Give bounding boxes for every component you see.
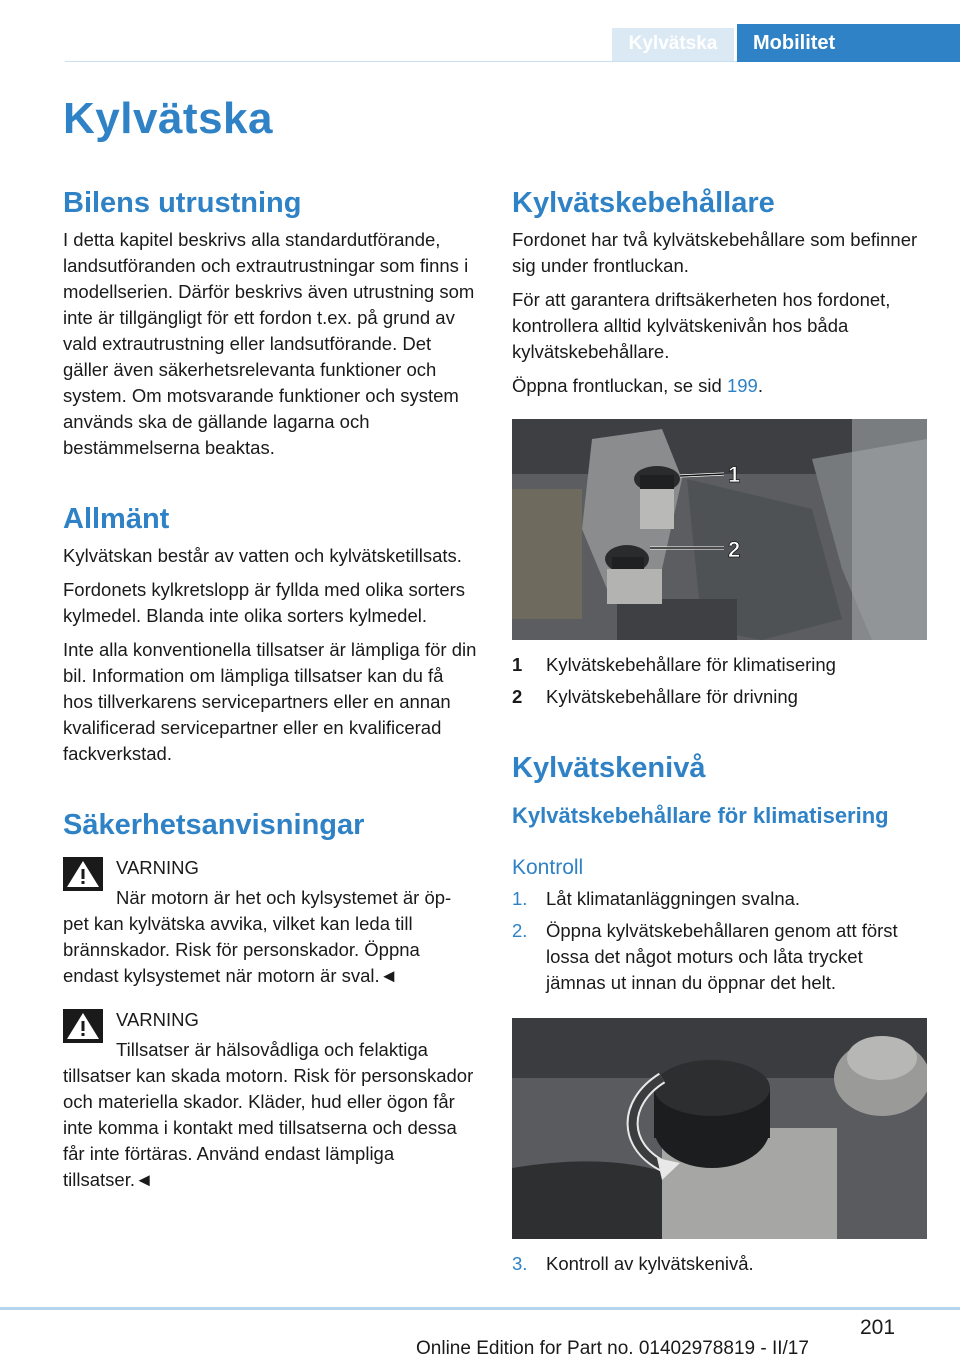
step-item (512, 918, 927, 996)
step-number: 1. (512, 888, 528, 909)
footer-rule (0, 1307, 960, 1310)
warning-label: VARNING (116, 1009, 199, 1030)
heading-safety: Säkerhetsanvisningar (63, 809, 365, 841)
heading-equipment: Bilens utrustning (63, 187, 302, 219)
step-text: Öppna kylvätskebehållaren genom att först lossa det något moturs och låta trycket jämnas ut innan du öppnar det helt. (546, 920, 898, 993)
left-column (63, 185, 478, 1193)
warning-triangle-icon (63, 857, 103, 891)
heading-level: Kylvätskenivå (512, 752, 706, 784)
chapter-tab[interactable]: Mobilitet (737, 24, 960, 62)
legend-text: Kylvätskebehållare för klimatisering (546, 654, 836, 675)
step-number: 3. (512, 1253, 528, 1274)
reservoir-cap-illustration (512, 1018, 927, 1239)
cap-photo (512, 1018, 927, 1239)
paragraph-general-1: Kylvätskan består av vatten och kylvätsketillsats. (63, 545, 462, 566)
step-text: Låt klimatanläggningen svalna. (546, 888, 801, 909)
warning-box (63, 855, 478, 989)
warning-text-first: När motorn är het och kylsystemet är öp- (116, 887, 452, 908)
photo-legend (512, 652, 927, 710)
legend-number: 1 (512, 654, 523, 675)
warning-text-first: Tillsatser är hälsovådliga och felaktiga (116, 1039, 428, 1060)
paragraph-containers-2: För att garantera driftsäkerheten hos fordonet, kontrollera alltid kylvätskenivån hos båda kylvätskebehållare. (512, 289, 891, 362)
step-item (512, 1251, 927, 1277)
check-steps (512, 886, 927, 996)
warning-text-rest: pet kan kylvätska avvika, vilket kan leda till brännskador. Risk för personskador. Öppna endast kylsystemet när motorn är sval.◄ (63, 913, 420, 986)
step-item (512, 886, 927, 912)
step-text: Kontroll av kylvätskenivå. (546, 1253, 754, 1274)
heading-check: Kontroll (512, 856, 584, 879)
warning-text-rest: tillsatser kan skada motorn. Risk för personskador och materiella skador. Kläder, hud eller ögon får inte komma i kontakt med tillsatserna och dessa får inte förtäras. Använd endast lämpliga tillsatser.◄ (63, 1065, 474, 1190)
open-hood-suffix: . (757, 375, 763, 396)
page-number: 201 (860, 1316, 896, 1339)
paragraph-general-3: Inte alla konventionella tillsatser är lämpliga för din bil. Information om lämpliga tillsatser kan du få hos tillverkarens servicepartners eller en annan kvalificerad servicepartner eller en kvalificerad fackverkstad. (63, 639, 477, 764)
warning-label: VARNING (116, 857, 199, 878)
warning-box (63, 1007, 478, 1193)
check-steps-continued (512, 1251, 927, 1277)
paragraph-containers-1: Fordonet har två kylvätskebehållare som befinner sig under frontluckan. (512, 229, 918, 276)
heading-containers: Kylvätskebehållare (512, 187, 775, 219)
callout-1: 1 (728, 462, 741, 487)
callout-2: 2 (728, 537, 741, 562)
engine-bay-photo (512, 419, 927, 640)
heading-climate-container: Kylvätskebehållare för klimatisering (512, 803, 889, 828)
engine-bay-illustration (512, 419, 927, 640)
edition-footer: Online Edition for Part no. 01402978819 - II/17 (416, 1338, 809, 1359)
paragraph-general-2: Fordonets kylkretslopp är fyllda med olika sorters kylmedel. Blanda inte olika sorters kylmedel. (63, 579, 466, 626)
legend-item (512, 684, 927, 710)
legend-text: Kylvätskebehållare för drivning (546, 686, 798, 707)
paragraph-equipment: I detta kapitel beskrivs alla standardutförande, landsutföranden och extrautrustningar som finns i modellserien. Därför beskrivs även utrustning som inte är tillgängligt för ett fordon t.ex. på grund av vald extrautrustning eller landsutförande. Det gäller även säkerhetsrelevanta funktioner och system. Om motsvarande funktioner och system används ska de gällande lagarna och bestämmelserna beaktas. (63, 229, 475, 458)
warning-triangle-icon (63, 1009, 103, 1043)
legend-number: 2 (512, 686, 523, 707)
paragraph-open-hood (512, 373, 927, 399)
section-tab[interactable]: Kylvätska (612, 28, 734, 61)
page-title: Kylvätska (63, 94, 273, 143)
step-number: 2. (512, 920, 528, 941)
heading-general: Allmänt (63, 503, 170, 535)
page-link[interactable]: 199 (726, 375, 758, 396)
right-column (512, 185, 927, 1277)
open-hood-prefix: Öppna frontluckan, se sid (512, 375, 727, 396)
legend-item (512, 652, 927, 678)
